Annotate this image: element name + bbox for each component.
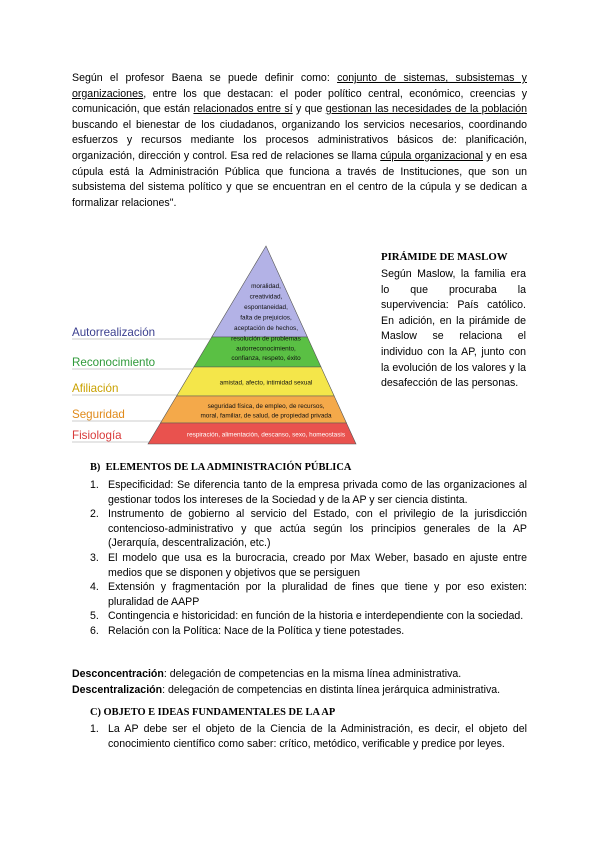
intro-text-5: y en esa cúpula está la Administración Pública que funciona a través de Instituciones, que son un subsistema del sistema político y que se encuentran en el centro de la cúpula y se dedican a formalizar relaciones". [72, 149, 527, 209]
pyramid-level-text: respiración, alimentación, descanso, sexo, homeostasis [186, 431, 346, 439]
list-text: Instrumento de gobierno al servicio del Estado, con el privilegio de la jurisdicción contencioso-administrativo y que actúa según los principios generales de la AP (Jerarquía, descentralización, etc.) [108, 508, 527, 550]
list-item [90, 580, 527, 609]
intro-underline-4: cúpula organizacional [380, 149, 484, 162]
pyramid-level-text: seguridad física, de empleo, de recursos, [207, 402, 325, 410]
list-number: 6. [90, 624, 99, 637]
maslow-description: Según Maslow, la familia era lo que procuraba la supervivencia: País católico. En adición, en la pirámide de Maslow se relaciona el individuo con la AP, junto con la evolución de los valores y la desafección de las personas. [381, 268, 526, 390]
pyramid-label: Reconocimiento [72, 356, 156, 369]
list-item [90, 478, 527, 507]
definition-term: Descentralización [72, 684, 163, 696]
maslow-title: PIRÁMIDE DE MASLOW [381, 251, 508, 263]
list-text: El modelo que usa es la burocracia, creado por Max Weber, basado en ajuste entre medios que se disponen y objetivos que se persiguen [108, 551, 527, 579]
intro-underline-2: relacionados entre sí [193, 103, 293, 116]
pyramid-label: Fisiología [72, 429, 122, 442]
list-item [90, 722, 527, 751]
pyramid-level-text: amistad, afecto, intimidad sexual [219, 379, 313, 387]
pyramid-level-text: creatividad, [249, 293, 283, 301]
list-number: 4. [90, 581, 99, 594]
pyramid-level-text: resolución de problemas [231, 335, 301, 343]
list-text: Extensión y fragmentación por la pluralidad de fines que tiene y por eso existen: pluralidad de AAPP [108, 581, 527, 608]
intro-text-1: Según el profesor Baena se puede definir como: [72, 72, 338, 84]
section-c-title: C) OBJETO E IDEAS FUNDAMENTALES DE LA AP [90, 707, 336, 718]
list-number: 3. [90, 551, 99, 564]
definitions [72, 666, 532, 698]
pyramid-level-0 [212, 246, 308, 337]
pyramid-level-text: moral, familiar, de salud, de propiedad privada [200, 412, 332, 420]
intro-underline-3: gestionan las necesidades de la población [325, 103, 527, 116]
intro-paragraph [72, 71, 527, 211]
list-item [90, 609, 527, 624]
pyramid-level-text: autorreconocimiento, [236, 345, 296, 353]
list-number: 5. [90, 610, 99, 623]
intro-text-4: buscando el bienestar de los ciudadanos, organizando los servicios necesarios, coordinando esfuerzos y recursos mediante los procesos administrativos básicos de: planificación, organización, dirección y control. Esa red de relaciones se llama [72, 118, 527, 162]
intro-text-3: y que [292, 103, 326, 116]
pyramid-level-text: moralidad, [251, 283, 281, 290]
list-text: Contingencia e historicidad: en función de la historia e interdependiente con la sociedad. [108, 610, 524, 623]
section-c-list [90, 722, 527, 751]
pyramid-level-text: confianza, respeto, éxito [231, 354, 301, 362]
pyramid-label: Autorrealización [72, 326, 156, 339]
list-text: Relación con la Política: Nace de la Política y tiene potestades. [108, 624, 405, 637]
intro-underline-1: conjunto de sistemas, subsistemas y organizaciones [72, 72, 527, 100]
intro-text-2: , entre los que destacan: el poder político central, económico, creencias y comunicación, que están [72, 87, 527, 116]
pyramid-level-text: falta de prejuicios, [240, 314, 292, 322]
list-text: La AP debe ser el objeto de la Ciencia de la Administración, es decir, el objeto del conocimiento científico como saber: crítico, metódico, verificable y predice por leyes. [108, 723, 527, 750]
section-b-list [90, 478, 527, 639]
list-item [90, 507, 527, 551]
definition-text: : delegación de competencias en la misma línea administrativa. [163, 668, 462, 680]
definition-text: : delegación de competencias en distinta línea jerárquica administrativa. [162, 684, 501, 696]
list-item [90, 551, 527, 580]
pyramid-label: Afiliación [72, 382, 119, 395]
definition-descentralizacion [72, 682, 532, 698]
definition-term: Desconcentración [72, 668, 164, 680]
section-b-title: B) ELEMENTOS DE LA ADMINISTRACIÓN PÚBLICA [90, 462, 352, 473]
pyramid-label: Seguridad [72, 408, 125, 421]
list-number: 2. [90, 508, 99, 521]
list-text: Especificidad: Se diferencia tanto de la empresa privada como de las organizaciones al gestionar todos los intereses de la Sociedad y de la AP y ser ciencia distinta. [108, 479, 527, 506]
list-number: 1. [90, 479, 99, 491]
list-item [90, 624, 527, 639]
maslow-pyramid [70, 240, 360, 450]
pyramid-level-text: aceptación de hechos, [234, 325, 298, 332]
definition-desconcentracion [72, 666, 532, 682]
list-number: 1. [90, 723, 99, 735]
pyramid-level-text: espontaneidad, [244, 304, 288, 311]
